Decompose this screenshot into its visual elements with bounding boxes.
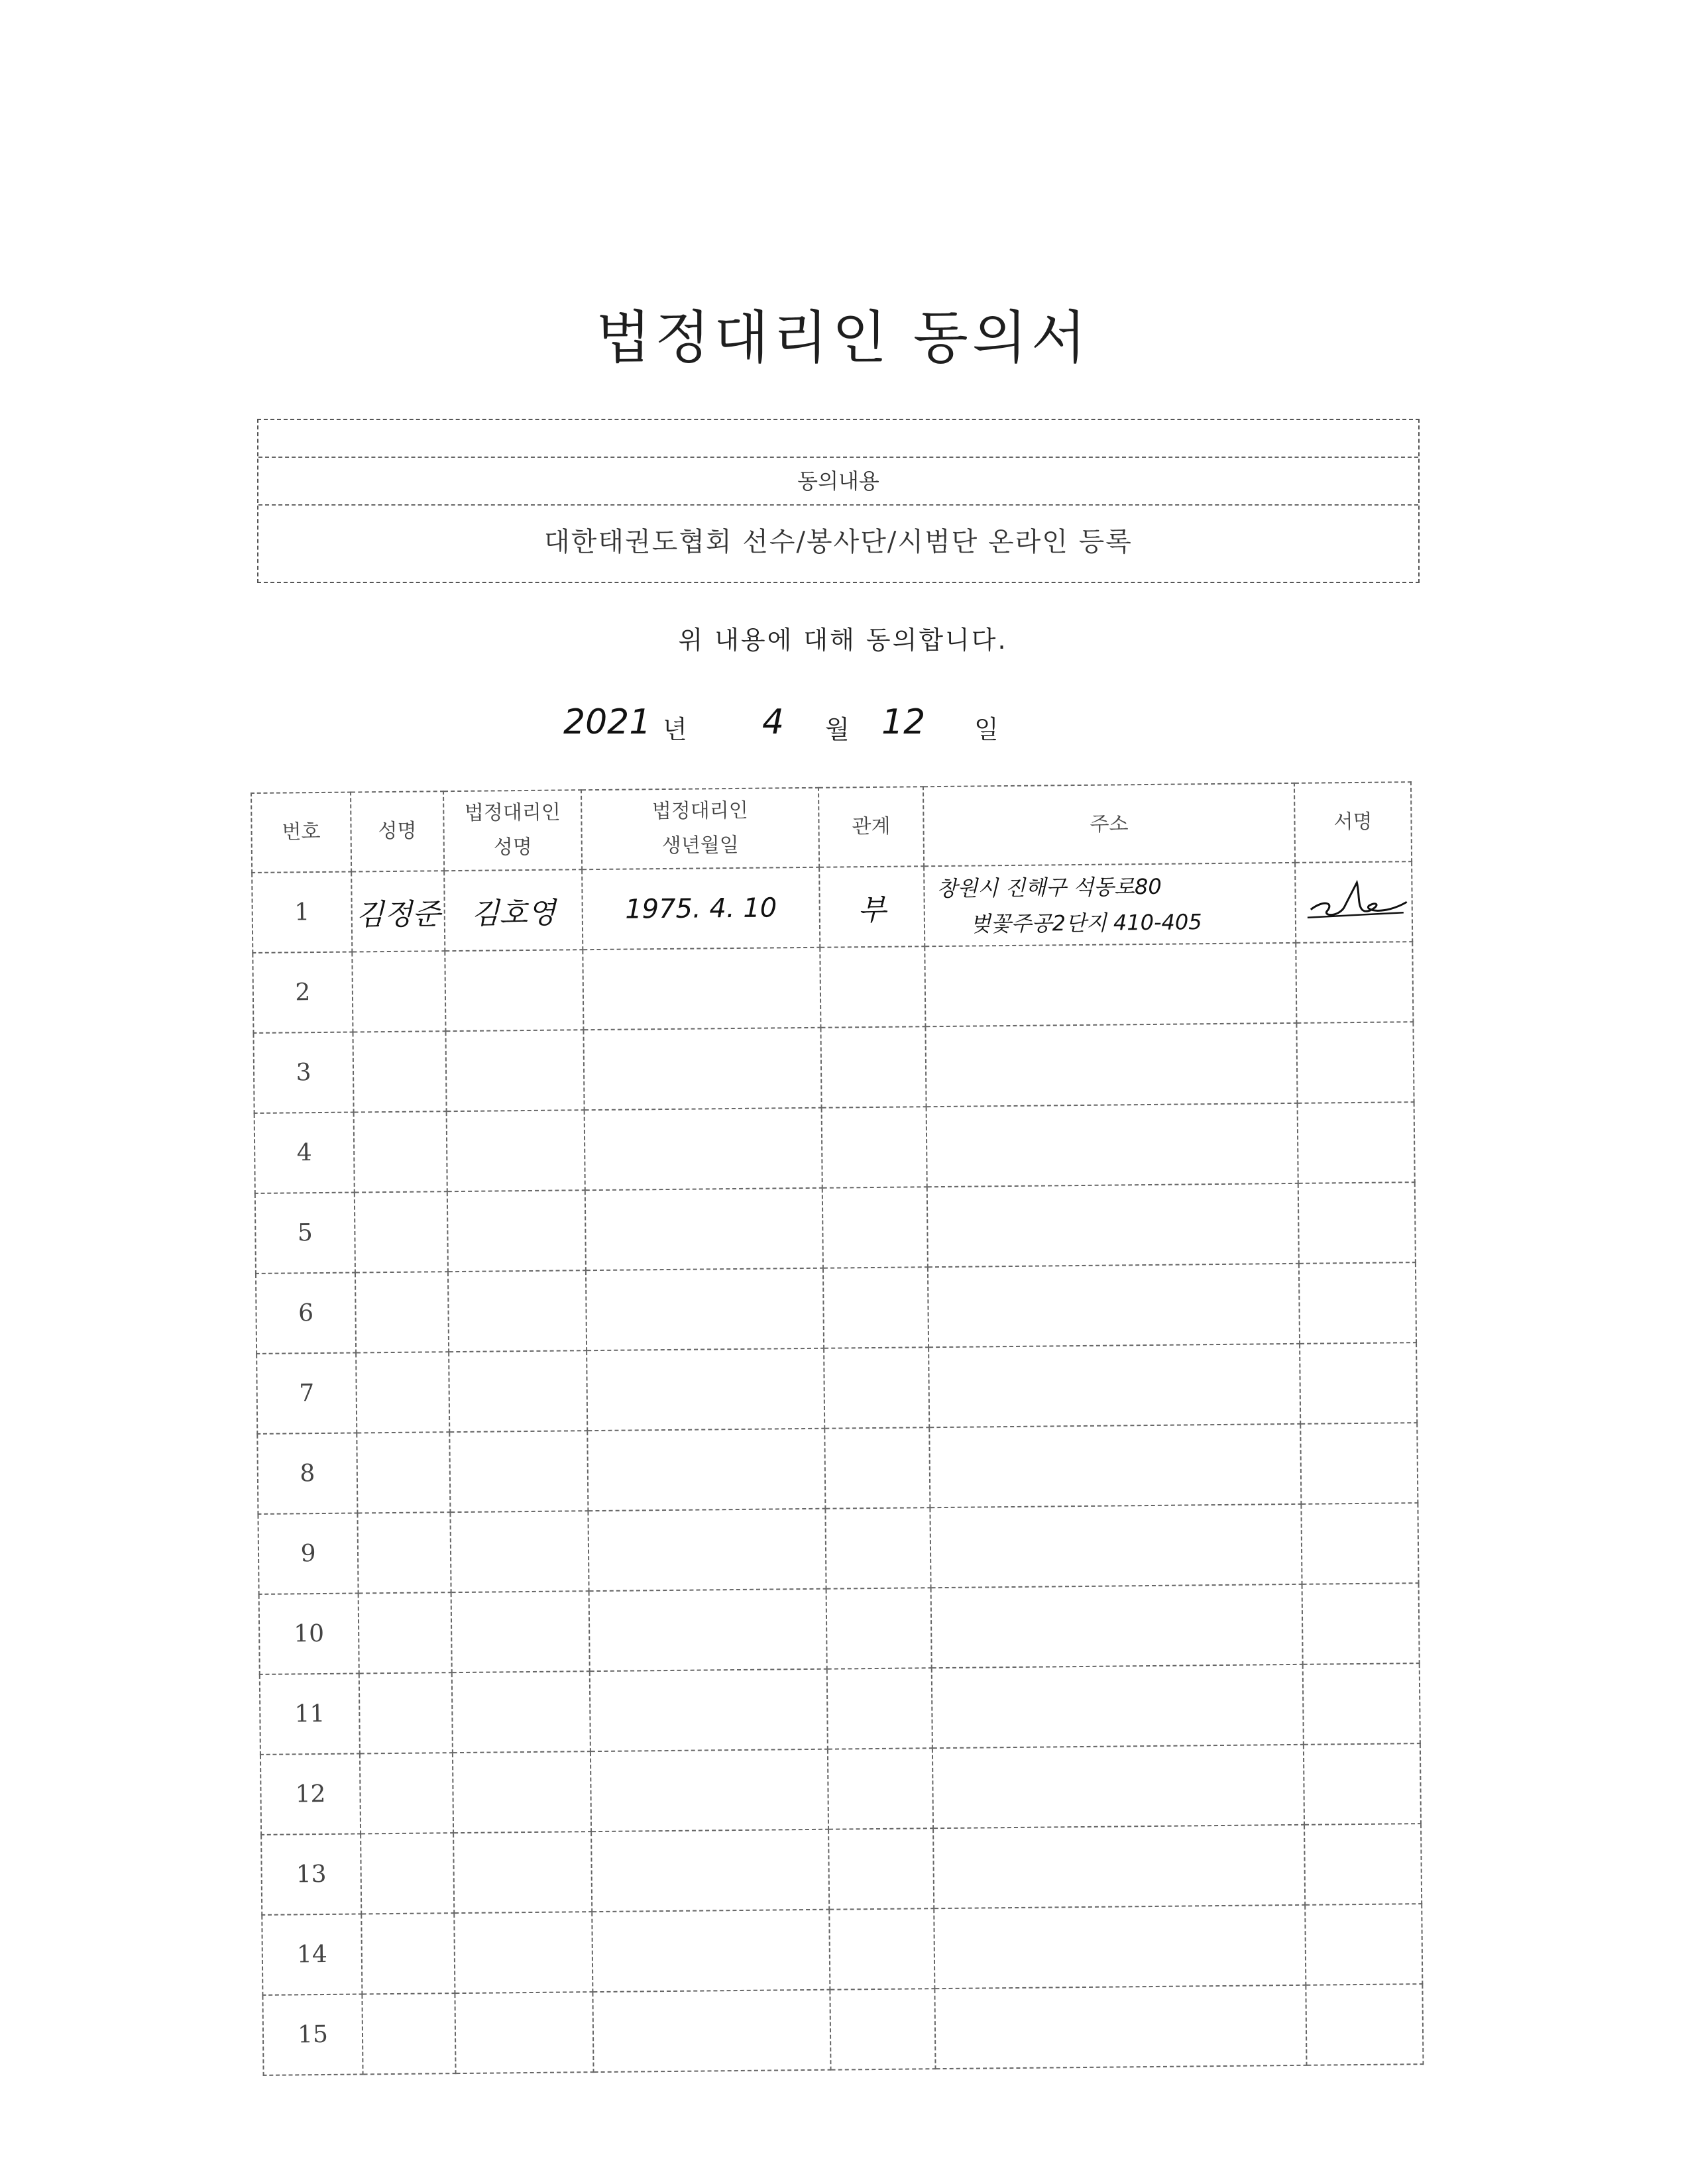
row-relation	[820, 1026, 926, 1108]
row-signature	[1301, 1503, 1418, 1584]
row-guardian-birth	[591, 1829, 829, 1912]
row-address	[931, 1584, 1303, 1668]
row-relation	[826, 1588, 932, 1669]
row-address	[933, 1825, 1305, 1908]
row-address	[932, 1745, 1304, 1828]
row-relation	[829, 1908, 934, 1990]
row-no: 15	[262, 1994, 363, 2075]
row-guardian-birth	[586, 1268, 824, 1350]
table-row	[258, 1503, 1418, 1594]
row-signature	[1300, 1423, 1418, 1504]
table-row	[259, 1583, 1420, 1674]
row-relation	[828, 1828, 934, 1910]
consent-box	[257, 419, 1420, 583]
consent-header: 동의내용	[258, 457, 1418, 506]
row-signature	[1300, 1342, 1417, 1424]
row-name	[360, 1753, 453, 1833]
row-guardian-name	[453, 1831, 592, 1913]
row-name	[354, 1111, 447, 1192]
row-guardian-name	[449, 1431, 588, 1512]
row-guardian-birth	[583, 948, 820, 1030]
row-relation	[828, 1748, 933, 1829]
header-guardian-birth-line1: 법정대리인	[651, 798, 748, 824]
row-no: 13	[261, 1833, 361, 1914]
row-guardian-name	[447, 1110, 585, 1191]
row-guardian-name	[447, 1190, 586, 1272]
table-row	[257, 1423, 1418, 1514]
table-row	[252, 861, 1412, 953]
row-relation: 부	[819, 866, 925, 948]
row-relation	[830, 1989, 935, 2070]
row-name	[357, 1512, 451, 1593]
table-row	[253, 1022, 1414, 1113]
row-guardian-birth	[583, 1028, 821, 1110]
header-guardian-name-line2: 성명	[493, 835, 532, 859]
document-title: 법정대리인 동의서	[596, 305, 1090, 371]
row-no: 3	[253, 1032, 353, 1113]
row-name	[356, 1352, 449, 1433]
row-name	[361, 1833, 454, 1914]
row-relation	[824, 1427, 930, 1509]
row-guardian-birth	[590, 1749, 828, 1831]
row-guardian-name	[449, 1350, 587, 1432]
row-no: 5	[255, 1193, 355, 1274]
row-address	[925, 1023, 1297, 1107]
row-guardian-birth	[587, 1348, 824, 1431]
row-no: 10	[259, 1593, 359, 1674]
header-guardian-name	[443, 790, 582, 871]
row-relation	[822, 1107, 927, 1188]
row-name	[353, 1031, 446, 1112]
row-name	[361, 1913, 455, 1994]
date-line	[0, 702, 1686, 755]
row-address	[928, 1344, 1300, 1427]
row-guardian-name	[455, 1992, 593, 2073]
row-no: 12	[260, 1753, 361, 1834]
row-name	[355, 1272, 449, 1352]
row-guardian-name	[450, 1511, 589, 1592]
row-guardian-birth	[592, 1990, 830, 2072]
row-no: 6	[256, 1273, 356, 1354]
row-relation	[823, 1267, 928, 1348]
row-address	[934, 1985, 1306, 2069]
row-signature	[1303, 1663, 1420, 1745]
header-guardian-birth-line2: 생년월일	[661, 833, 739, 858]
table-row	[253, 942, 1413, 1033]
row-guardian-birth	[590, 1669, 828, 1751]
row-guardian-birth: 1975. 4. 10	[582, 867, 820, 950]
row-no: 2	[253, 952, 353, 1033]
row-address	[924, 863, 1296, 946]
row-name: 김정준	[351, 871, 445, 952]
row-guardian-name	[453, 1751, 591, 1833]
row-address	[934, 1905, 1306, 1989]
date-year: 2021	[563, 702, 651, 742]
registration-table	[251, 781, 1424, 2076]
header-relation: 관계	[818, 787, 924, 867]
header-no: 번호	[251, 792, 351, 873]
row-name	[352, 951, 445, 1032]
row-no: 9	[258, 1513, 358, 1594]
row-guardian-name	[454, 1912, 592, 1993]
row-relation	[822, 1187, 928, 1268]
row-signature	[1305, 1904, 1422, 1985]
row-guardian-name: 김호영	[444, 869, 583, 951]
row-address	[927, 1103, 1298, 1187]
date-day: 12	[881, 702, 926, 742]
table-header-row	[251, 782, 1412, 873]
row-guardian-birth	[592, 1910, 830, 1992]
row-name	[362, 1993, 455, 2074]
header-address: 주소	[923, 783, 1295, 866]
row-signature	[1296, 942, 1413, 1023]
date-month: 4	[762, 702, 785, 742]
row-address-line1: 창원시 진해구 석동로80	[936, 873, 1162, 901]
row-name	[357, 1432, 450, 1513]
row-name	[359, 1592, 452, 1673]
row-signature	[1302, 1583, 1420, 1665]
row-signature	[1304, 1824, 1422, 1905]
row-relation	[827, 1668, 932, 1749]
row-no: 11	[260, 1673, 360, 1754]
row-no: 14	[262, 1914, 362, 1994]
header-guardian-name-line1: 법정대리인	[464, 800, 561, 825]
table-row	[256, 1342, 1417, 1434]
row-guardian-name	[448, 1270, 587, 1352]
row-name	[359, 1672, 453, 1753]
row-signature	[1298, 1182, 1416, 1264]
row-guardian-name	[452, 1671, 590, 1753]
table-row	[255, 1182, 1416, 1274]
header-guardian-birth	[581, 788, 819, 869]
row-address-line2: 벚꽃주공2단지 410-405	[970, 908, 1202, 937]
row-guardian-name	[445, 950, 583, 1031]
row-guardian-birth	[587, 1429, 825, 1511]
agree-statement: 위 내용에 대해 동의합니다.	[678, 626, 1008, 655]
table-row	[256, 1262, 1416, 1354]
row-address	[927, 1183, 1299, 1267]
row-no: 4	[254, 1113, 355, 1193]
row-guardian-birth	[588, 1509, 826, 1591]
header-name: 성명	[351, 791, 444, 871]
row-address	[929, 1424, 1301, 1507]
header-signature: 서명	[1294, 782, 1412, 863]
row-no: 7	[256, 1353, 357, 1434]
date-day-unit: 일	[974, 715, 999, 744]
row-address	[930, 1504, 1302, 1588]
row-no: 8	[257, 1433, 357, 1514]
date-month-unit: 월	[825, 715, 850, 744]
row-relation	[824, 1347, 929, 1429]
date-year-unit: 년	[663, 715, 687, 744]
row-guardian-birth	[589, 1589, 827, 1671]
row-signature	[1304, 1743, 1421, 1825]
signature-mark	[1297, 869, 1410, 936]
row-signature	[1296, 1022, 1414, 1103]
row-relation	[820, 946, 925, 1028]
row-guardian-name	[445, 1030, 584, 1111]
row-relation	[825, 1507, 930, 1589]
row-guardian-name	[451, 1591, 590, 1672]
row-address	[925, 943, 1296, 1026]
row-signature	[1306, 1984, 1423, 2065]
table-row	[260, 1663, 1420, 1755]
row-guardian-birth	[585, 1188, 823, 1270]
table-row	[254, 1102, 1415, 1193]
table-row	[262, 1984, 1423, 2075]
table-row	[262, 1904, 1422, 1995]
table-row	[260, 1743, 1421, 1835]
table-row	[261, 1824, 1422, 1915]
row-guardian-birth	[585, 1108, 822, 1190]
row-no: 1	[252, 872, 352, 953]
row-address	[928, 1264, 1300, 1347]
row-signature	[1295, 861, 1412, 943]
row-signature	[1299, 1262, 1416, 1344]
row-address	[932, 1665, 1304, 1748]
consent-body: 대한태권도협회 선수/봉사단/시범단 온라인 등록	[544, 527, 1133, 557]
row-name	[355, 1191, 448, 1272]
row-signature	[1298, 1102, 1415, 1183]
